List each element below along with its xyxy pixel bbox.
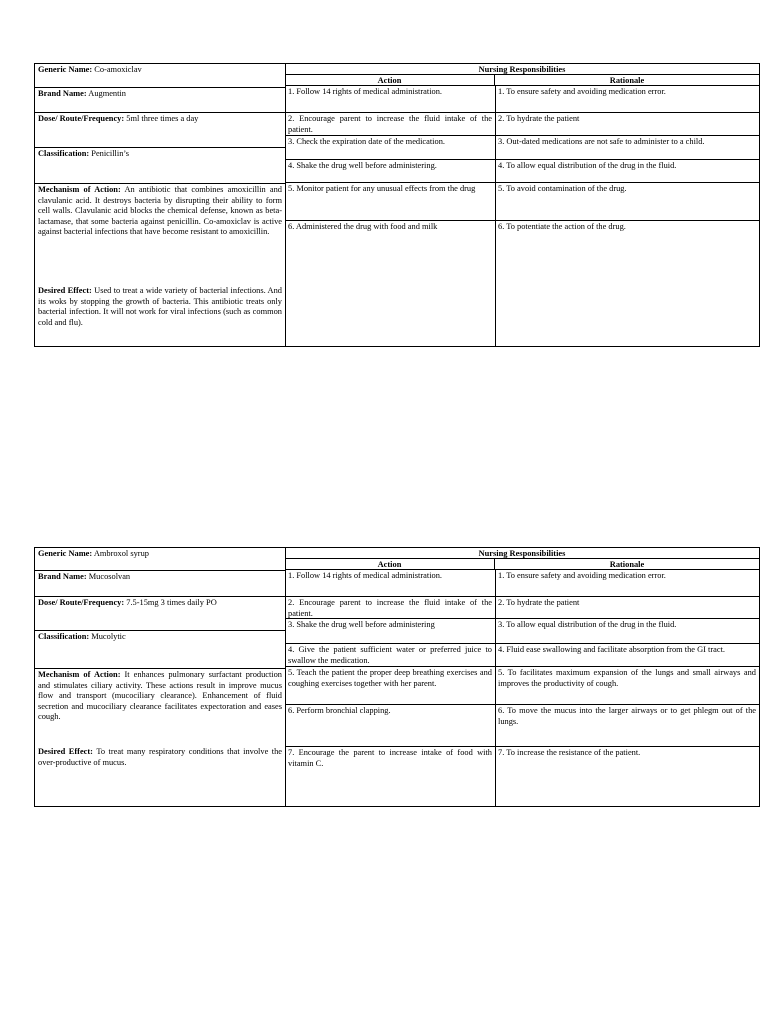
rationale-item: 1. To ensure safety and avoiding medication error. xyxy=(498,571,666,580)
brand-name-value: Mucosolvan xyxy=(88,572,131,581)
desired-effect-label: Desired Effect: xyxy=(38,747,93,756)
desired-effect-value: Used to treat a wide variety of bacterial infections. And its woks by stopping the growth of bacteria. This antibiotic treats only bacterial infection. It will not work for viral infections (such as common cold and flu). xyxy=(38,286,282,327)
generic-name-value: Ambroxol syrup xyxy=(93,549,149,558)
dose-label: Dose/ Route/Frequency: xyxy=(38,598,125,607)
mechanism-cell xyxy=(35,183,285,285)
classification-cell xyxy=(35,630,285,668)
rationale-item: 5. To avoid contamination of the drug. xyxy=(495,182,759,220)
drug-card-co-amoxiclav xyxy=(34,63,760,347)
classification-value: Penicillin’s xyxy=(91,149,129,158)
rationale-item: 6. To move the mucus into the larger airways or to get phlegm out of the lungs. xyxy=(495,704,759,746)
mechanism-value: It enhances pulmonary surfactant production and stimulates ciliary activity. These actions result in improve mucus flow and transport (mucociliary clearance). Enhancement of fluid secretion and mucociliary clearance facilitates expectoration and eases cough. xyxy=(38,670,282,721)
action-item: 1. Follow 14 rights of medical administration. xyxy=(288,87,442,96)
drug-info-column xyxy=(35,548,286,806)
brand-name-label: Brand Name: xyxy=(38,572,87,581)
drug-card-ambroxol xyxy=(34,547,760,807)
rationale-header: Rationale xyxy=(495,75,759,86)
dose-cell xyxy=(35,112,285,147)
mechanism-cell xyxy=(35,668,285,746)
rationale-item: 4. Fluid ease swallowing and facilitate absorption from the GI tract. xyxy=(495,643,759,666)
action-column xyxy=(285,86,496,346)
brand-name-cell xyxy=(35,570,285,596)
generic-name-cell xyxy=(35,64,285,87)
rationale-item: 2. To hydrate the patient xyxy=(495,596,759,618)
generic-name-label: Generic Name: xyxy=(38,65,93,74)
rationale-item: 4. To allow equal distribution of the drug in the fluid. xyxy=(495,159,759,182)
dose-value: 5ml three times a day xyxy=(126,114,199,123)
action-item: 3. Check the expiration date of the medication. xyxy=(285,135,495,159)
desired-effect-value: To treat many respiratory conditions that involve the over-productive of mucus. xyxy=(38,747,282,767)
action-item: 5. Teach the patient the proper deep breathing exercises and coughing exercises together with her parent. xyxy=(285,666,495,704)
desired-effect-label: Desired Effect: xyxy=(38,286,92,295)
brand-name-value: Augmentin xyxy=(88,89,126,98)
rationale-item: 5. To facilitates maximum expansion of the lungs and small airways and improves the productivity of cough. xyxy=(495,666,759,704)
nursing-responsibilities-header: Nursing Responsibilities xyxy=(285,548,759,559)
rationale-item: 6. To potentiate the action of the drug. xyxy=(495,220,759,346)
action-item: 5. Monitor patient for any unusual effects from the drug xyxy=(285,182,495,220)
rationale-header: Rationale xyxy=(495,559,759,570)
action-item: 6. Perform bronchial clapping. xyxy=(285,704,495,746)
generic-name-cell xyxy=(35,548,285,570)
mechanism-label: Mechanism of Action: xyxy=(38,670,121,679)
classification-label: Classification: xyxy=(38,149,90,158)
dose-value: 7.5-15mg 3 times daily PO xyxy=(126,598,217,607)
dose-cell xyxy=(35,596,285,630)
classification-value: Mucolytic xyxy=(91,632,126,641)
generic-name-value: Co-amoxiclav xyxy=(94,65,142,74)
action-column xyxy=(285,570,496,806)
action-item: 2. Encourage parent to increase the fluid intake of the patient. xyxy=(285,596,495,618)
rationale-item: 7. To increase the resistance of the patient. xyxy=(495,746,759,806)
dose-label: Dose/ Route/Frequency: xyxy=(38,114,125,123)
action-item: 2. Encourage parent to increase the fluid intake of the patient. xyxy=(285,112,495,135)
rationale-item: 1. To ensure safety and avoiding medication error. xyxy=(498,87,666,96)
brand-name-label: Brand Name: xyxy=(38,89,87,98)
brand-name-cell xyxy=(35,87,285,112)
action-header: Action xyxy=(285,75,495,86)
action-item: 4. Shake the drug well before administering. xyxy=(285,159,495,182)
action-item: 7. Encourage the parent to increase intake of food with vitamin C. xyxy=(285,746,495,806)
action-item: 6. Administered the drug with food and milk xyxy=(285,220,495,346)
action-item: 3. Shake the drug well before administering xyxy=(285,618,495,643)
classification-label: Classification: xyxy=(38,632,90,641)
desired-effect-cell xyxy=(35,746,285,806)
action-item: 4. Give the patient sufficient water or preferred juice to swallow the medication. xyxy=(285,643,495,666)
action-header: Action xyxy=(285,559,495,570)
rationale-column xyxy=(495,570,759,806)
generic-name-label: Generic Name: xyxy=(38,549,93,558)
rationale-item: 3. Out-dated medications are not safe to administer to a child. xyxy=(495,135,759,159)
rationale-item: 2. To hydrate the patient xyxy=(495,112,759,135)
rationale-item: 3. To allow equal distribution of the drug in the fluid. xyxy=(495,618,759,643)
classification-cell xyxy=(35,147,285,183)
drug-info-column xyxy=(35,64,286,346)
mechanism-value: An antibiotic that combines amoxicillin and clavulanic acid. It destroys bacteria by disrupting their ability to form cell walls. Clavulanic acid blocks the chemical defense, known as beta-lactamase, that some bacteria against penicillin. Co-amoxiclav is active against bacterial infections that have become resistant to amoxicillin. xyxy=(38,185,282,236)
nursing-responsibilities-header: Nursing Responsibilities xyxy=(285,64,759,75)
mechanism-label: Mechanism of Action: xyxy=(38,185,121,194)
action-item: 1. Follow 14 rights of medical administration. xyxy=(288,571,442,580)
rationale-column xyxy=(495,86,759,346)
desired-effect-cell xyxy=(35,285,285,347)
